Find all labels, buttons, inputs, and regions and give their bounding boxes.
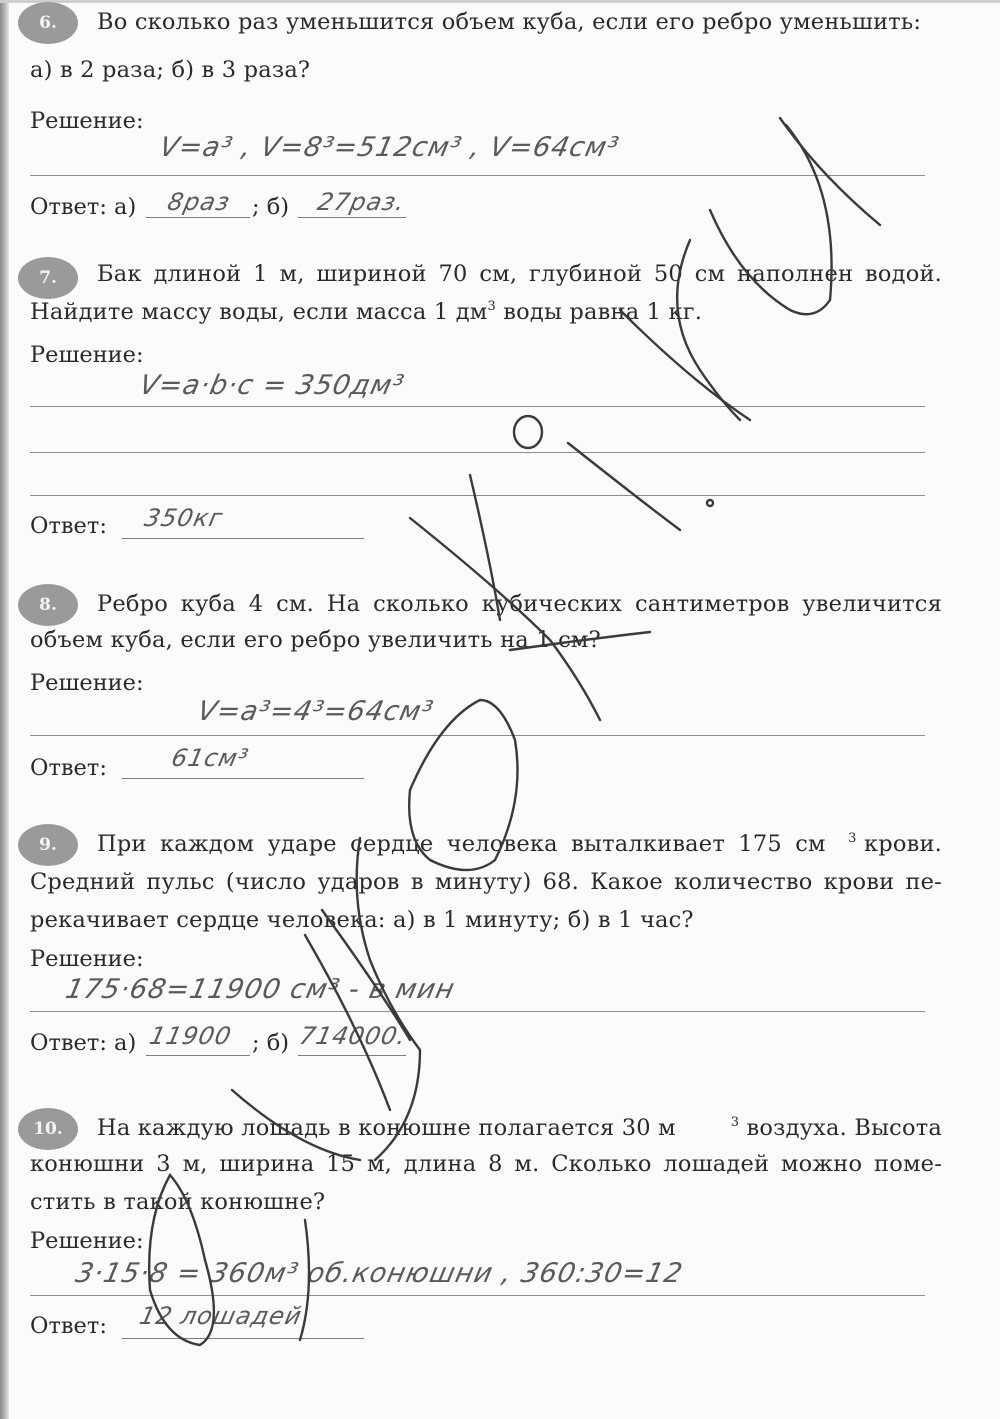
answer-label: Ответ: bbox=[30, 513, 107, 539]
solution-label: Решение: bbox=[30, 108, 144, 134]
scan-left-edge bbox=[0, 0, 9, 1419]
solution-label: Решение: bbox=[30, 1228, 144, 1254]
answer-label: Ответ: bbox=[30, 755, 107, 781]
problem-text-line: а) в 2 раза; б) в 3 раза? bbox=[30, 57, 311, 83]
answer-label: Ответ: bbox=[30, 1313, 107, 1339]
handwritten-answer-b[interactable]: 27раз. bbox=[315, 188, 408, 216]
solution-rule bbox=[30, 495, 925, 496]
answer-blank bbox=[122, 538, 364, 539]
handwritten-answer[interactable]: 12 лошадей bbox=[137, 1302, 305, 1330]
solution-rule bbox=[30, 1295, 925, 1296]
solution-rule bbox=[30, 1011, 925, 1012]
problem-text-line: объем куба, если его ребро увеличить на 1 см? bbox=[30, 627, 601, 653]
problem-number-badge: 10. bbox=[18, 1108, 78, 1150]
scrawl-circle bbox=[514, 416, 542, 448]
answer-label: Ответ: а) bbox=[30, 194, 137, 220]
solution-label: Решение: bbox=[30, 946, 144, 972]
problem-text-line: Во сколько раз уменьшится объем куба, если его ребро уменьшить: bbox=[97, 9, 922, 35]
answer-b-blank bbox=[298, 1055, 406, 1056]
handwritten-solution: 3·15·8 = 360м³ об.конюшни , 360:30=12 bbox=[72, 1258, 686, 1289]
handwritten-answer[interactable]: 61см³ bbox=[169, 744, 252, 772]
problem-number-badge: 9. bbox=[18, 824, 78, 866]
handwritten-solution: V=a·b·c = 350дм³ bbox=[136, 370, 408, 401]
answer-b-label: ; б) bbox=[252, 194, 290, 220]
answer-a-blank bbox=[146, 1055, 250, 1056]
solution-label: Решение: bbox=[30, 670, 144, 696]
problem-text-line: Ребро куба 4 см. На сколько кубических сантиметров увеличится bbox=[97, 591, 942, 617]
solution-rule bbox=[30, 735, 925, 736]
handwritten-solution: V=a³ , V=8³=512см³ , V=64см³ bbox=[156, 132, 623, 163]
solution-label: Решение: bbox=[30, 342, 144, 368]
answer-a-blank bbox=[146, 217, 250, 218]
problem-text-line: Средний пульс (число ударов в минуту) 68. Какое количество крови пе- bbox=[30, 869, 942, 895]
problem-text-line: При каждом ударе сердце человека выталкивает 175 см $^3$ крови. bbox=[97, 831, 942, 857]
handwritten-answer-a[interactable]: 8раз bbox=[165, 188, 233, 216]
problem-text-line: Бак длиной 1 м, шириной 70 см, глубиной 50 см наполнен водой. bbox=[97, 261, 942, 287]
answer-blank bbox=[122, 1338, 364, 1339]
scrawl-dot bbox=[707, 500, 713, 506]
answer-blank bbox=[122, 778, 364, 779]
problem-text-line: Найдите массу воды, если масса 1 $дм^3$ воды равна 1 кг. bbox=[30, 299, 703, 325]
problem-text-line: стить в такой конюшне? bbox=[30, 1189, 326, 1215]
solution-rule bbox=[30, 175, 925, 176]
problem-text-line: На каждую лошадь в конюшне полагается 30 м $^3$ воздуха. Высота bbox=[97, 1115, 942, 1141]
scrawl-stroke bbox=[568, 443, 680, 530]
problem-text-line: конюшни 3 м, ширина 15 м, длина 8 м. Сколько лошадей можно поме- bbox=[30, 1151, 942, 1177]
solution-rule bbox=[30, 406, 925, 407]
solution-rule bbox=[30, 452, 925, 453]
handwritten-answer-b[interactable]: 714000. bbox=[297, 1022, 410, 1050]
answer-b-blank bbox=[298, 217, 406, 218]
handwritten-answer[interactable]: 350кг bbox=[142, 504, 226, 532]
handwritten-answer-a[interactable]: 11900 bbox=[147, 1022, 235, 1050]
scrawl-stroke bbox=[780, 118, 880, 225]
answer-label: Ответ: а) bbox=[30, 1030, 137, 1056]
problem-number-badge: 6. bbox=[18, 2, 78, 44]
handwritten-solution: 175·68=11900 см³ - в мин bbox=[62, 974, 458, 1005]
problem-number-badge: 8. bbox=[18, 584, 78, 626]
problem-text-line: рекачивает сердце человека: а) в 1 минуту; б) в 1 час? bbox=[30, 907, 694, 933]
problem-number-badge: 7. bbox=[18, 257, 78, 299]
answer-b-label: ; б) bbox=[252, 1030, 290, 1056]
handwritten-solution: V=a³=4³=64см³ bbox=[194, 696, 437, 727]
scan-top-edge bbox=[0, 0, 1000, 3]
